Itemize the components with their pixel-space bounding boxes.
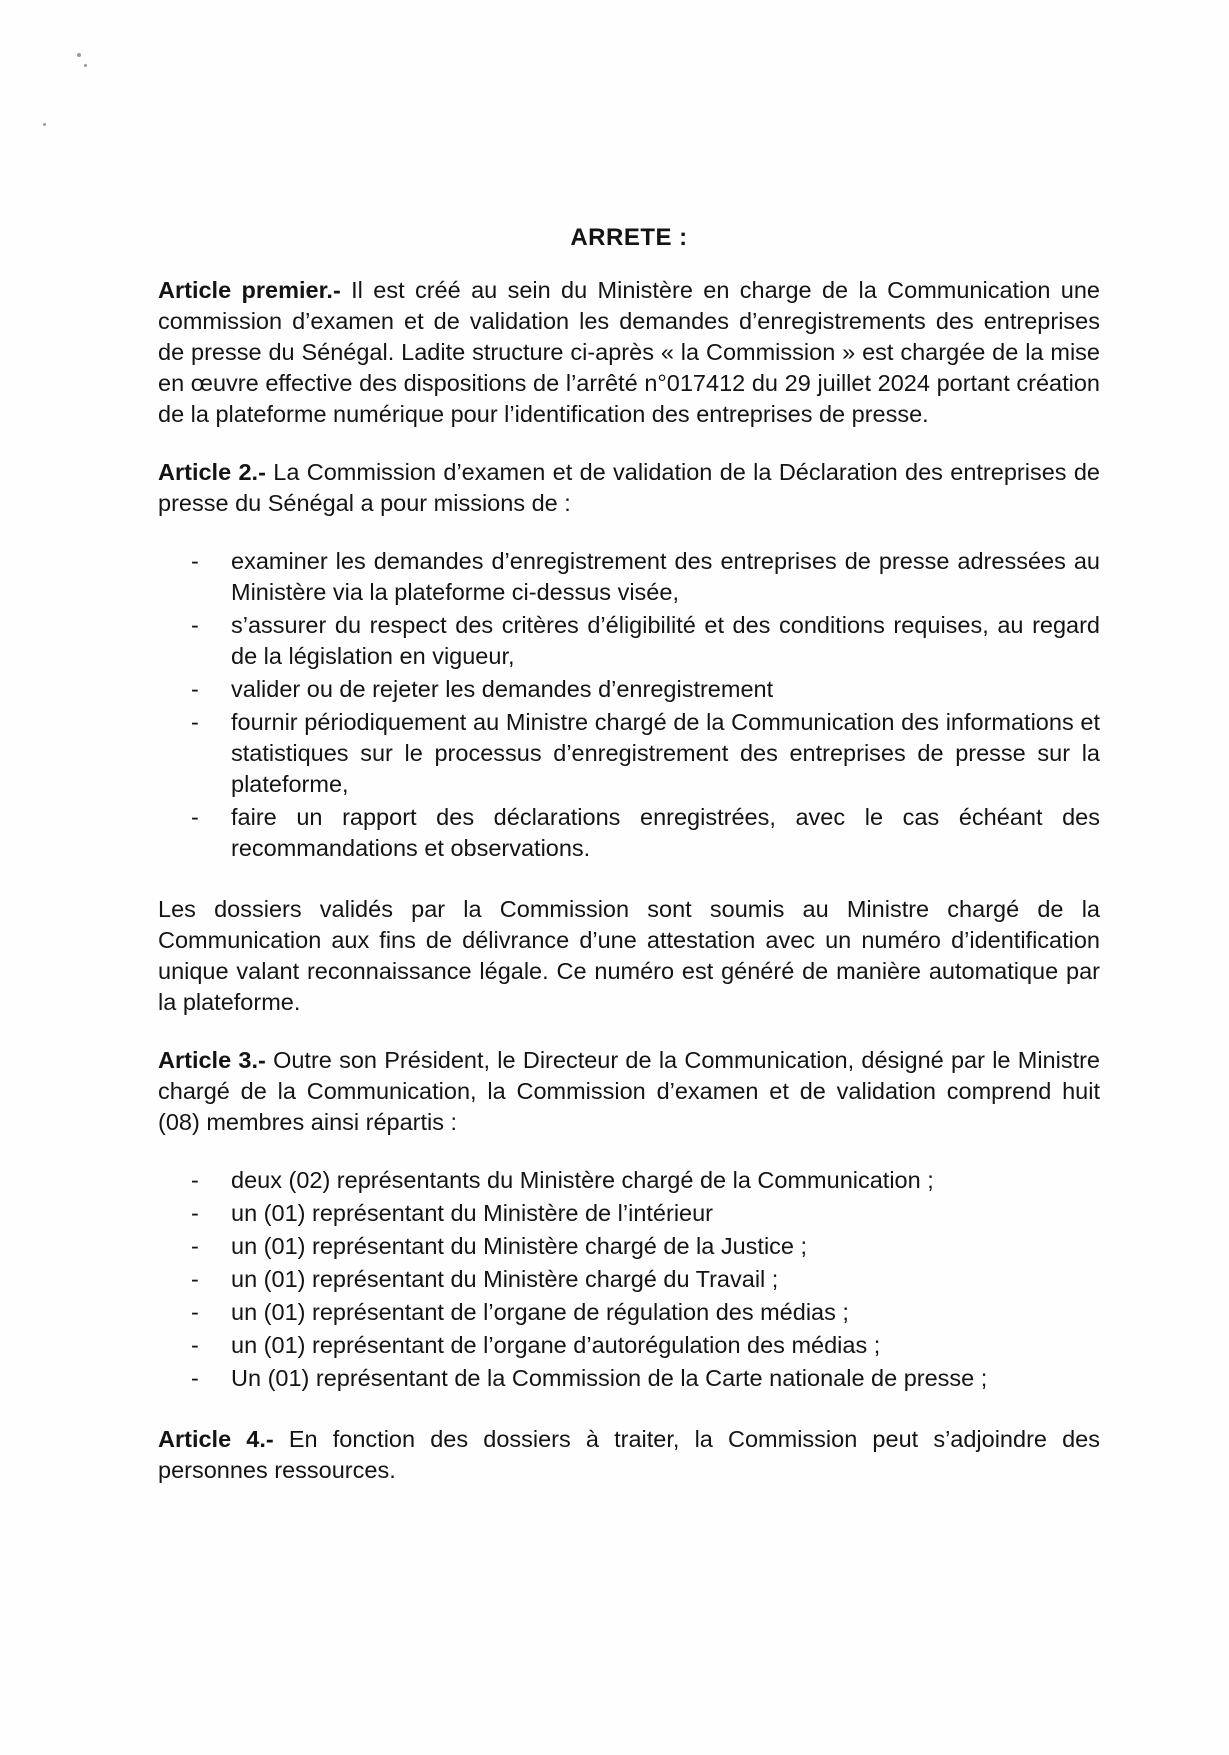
member-text: deux (02) représentants du Ministère chargé de la Communication ; — [231, 1167, 934, 1193]
document-body — [158, 222, 1100, 1516]
article-4-label: Article 4.- — [158, 1426, 274, 1452]
list-item — [158, 1165, 1100, 1196]
article-2-label: Article 2.- — [158, 459, 266, 485]
member-text: un (01) représentant du Ministère de l’intérieur — [231, 1200, 714, 1226]
article-3-label: Article 3.- — [158, 1047, 266, 1073]
article-2 — [158, 457, 1100, 519]
dash-bullet: - — [191, 1365, 199, 1391]
list-item — [158, 1330, 1100, 1361]
dash-bullet: - — [191, 1167, 199, 1193]
article-1 — [158, 275, 1100, 430]
article-3-text: Outre son Président, le Directeur de la Communication, désigné par le Ministre chargé de la Communication, la Commission d’examen et de validation comprend huit (08) membres ainsi répartis : — [158, 1047, 1101, 1135]
dash-bullet: - — [191, 1233, 199, 1259]
list-item — [158, 1264, 1100, 1295]
member-text: Un (01) représentant de la Commission de la Carte nationale de presse ; — [231, 1365, 988, 1391]
mission-text: examiner les demandes d’enregistrement des entreprises de presse adressées au Ministère via la plateforme ci-dessus visée, — [231, 548, 1100, 605]
mission-text: valider ou de rejeter les demandes d’enregistrement — [231, 676, 774, 702]
list-item — [158, 1363, 1100, 1394]
list-item — [158, 802, 1100, 864]
dash-bullet: - — [191, 1299, 199, 1325]
article-1-text: Il est créé au sein du Ministère en charge de la Communication une commission d’examen et de validation les demandes d’enregistrements des entreprises de presse du Sénégal. Ladite structure ci-après « la Commission » est chargée de la mise en œuvre effective des dispositions de l’arrêté n°017412 du 29 juillet 2024 portant création de la plateforme numérique pour l’identification des entreprises de presse. — [158, 277, 1100, 427]
dash-bullet: - — [191, 676, 199, 702]
list-item — [158, 674, 1100, 705]
list-item — [158, 1231, 1100, 1262]
list-item — [158, 1198, 1100, 1229]
scan-speck — [77, 53, 81, 57]
article-4 — [158, 1424, 1100, 1486]
list-item — [158, 1297, 1100, 1328]
member-text: un (01) représentant du Ministère chargé de la Justice ; — [231, 1233, 808, 1259]
mission-text: fournir périodiquement au Ministre chargé de la Communication des informations et statistiques sur le processus d’enregistrement des entreprises de presse sur la plateforme, — [231, 709, 1100, 797]
dash-bullet: - — [191, 1266, 199, 1292]
mission-text: faire un rapport des déclarations enregistrées, avec le cas échéant des recommandations et observations. — [231, 804, 1100, 861]
article-2-closing: Les dossiers validés par la Commission sont soumis au Ministre chargé de la Communication aux fins de délivrance d’une attestation avec un numéro d’identification unique valant reconnaissance légale. Ce numéro est généré de manière automatique par la plateforme. — [158, 896, 1100, 1015]
article-3 — [158, 1045, 1100, 1138]
dash-bullet: - — [191, 1200, 199, 1226]
dash-bullet: - — [191, 612, 199, 638]
article-4-text: En fonction des dossiers à traiter, la Commission peut s’adjoindre des personnes ressources. — [158, 1426, 1101, 1483]
list-item — [158, 707, 1100, 800]
article-1-label: Article premier.- — [158, 277, 341, 303]
dash-bullet: - — [191, 804, 199, 830]
article-2-text: La Commission d’examen et de validation de la Déclaration des entreprises de presse du Sénégal a pour missions de : — [158, 459, 1100, 516]
scan-speck — [43, 123, 46, 126]
dash-bullet: - — [191, 709, 199, 735]
member-text: un (01) représentant du Ministère chargé du Travail ; — [231, 1266, 779, 1292]
mission-text: s’assurer du respect des critères d’éligibilité et des conditions requises, au regard de la législation en vigueur, — [231, 612, 1100, 669]
member-text: un (01) représentant de l’organe de régulation des médias ; — [231, 1299, 849, 1325]
list-item — [158, 610, 1100, 672]
scan-speck — [84, 64, 87, 67]
list-item — [158, 546, 1100, 608]
member-list — [158, 1165, 1100, 1394]
document-title: ARRETE : — [570, 224, 688, 251]
dash-bullet: - — [191, 548, 199, 574]
member-text: un (01) représentant de l’organe d’autorégulation des médias ; — [231, 1332, 881, 1358]
mission-list — [158, 546, 1100, 864]
dash-bullet: - — [191, 1332, 199, 1358]
